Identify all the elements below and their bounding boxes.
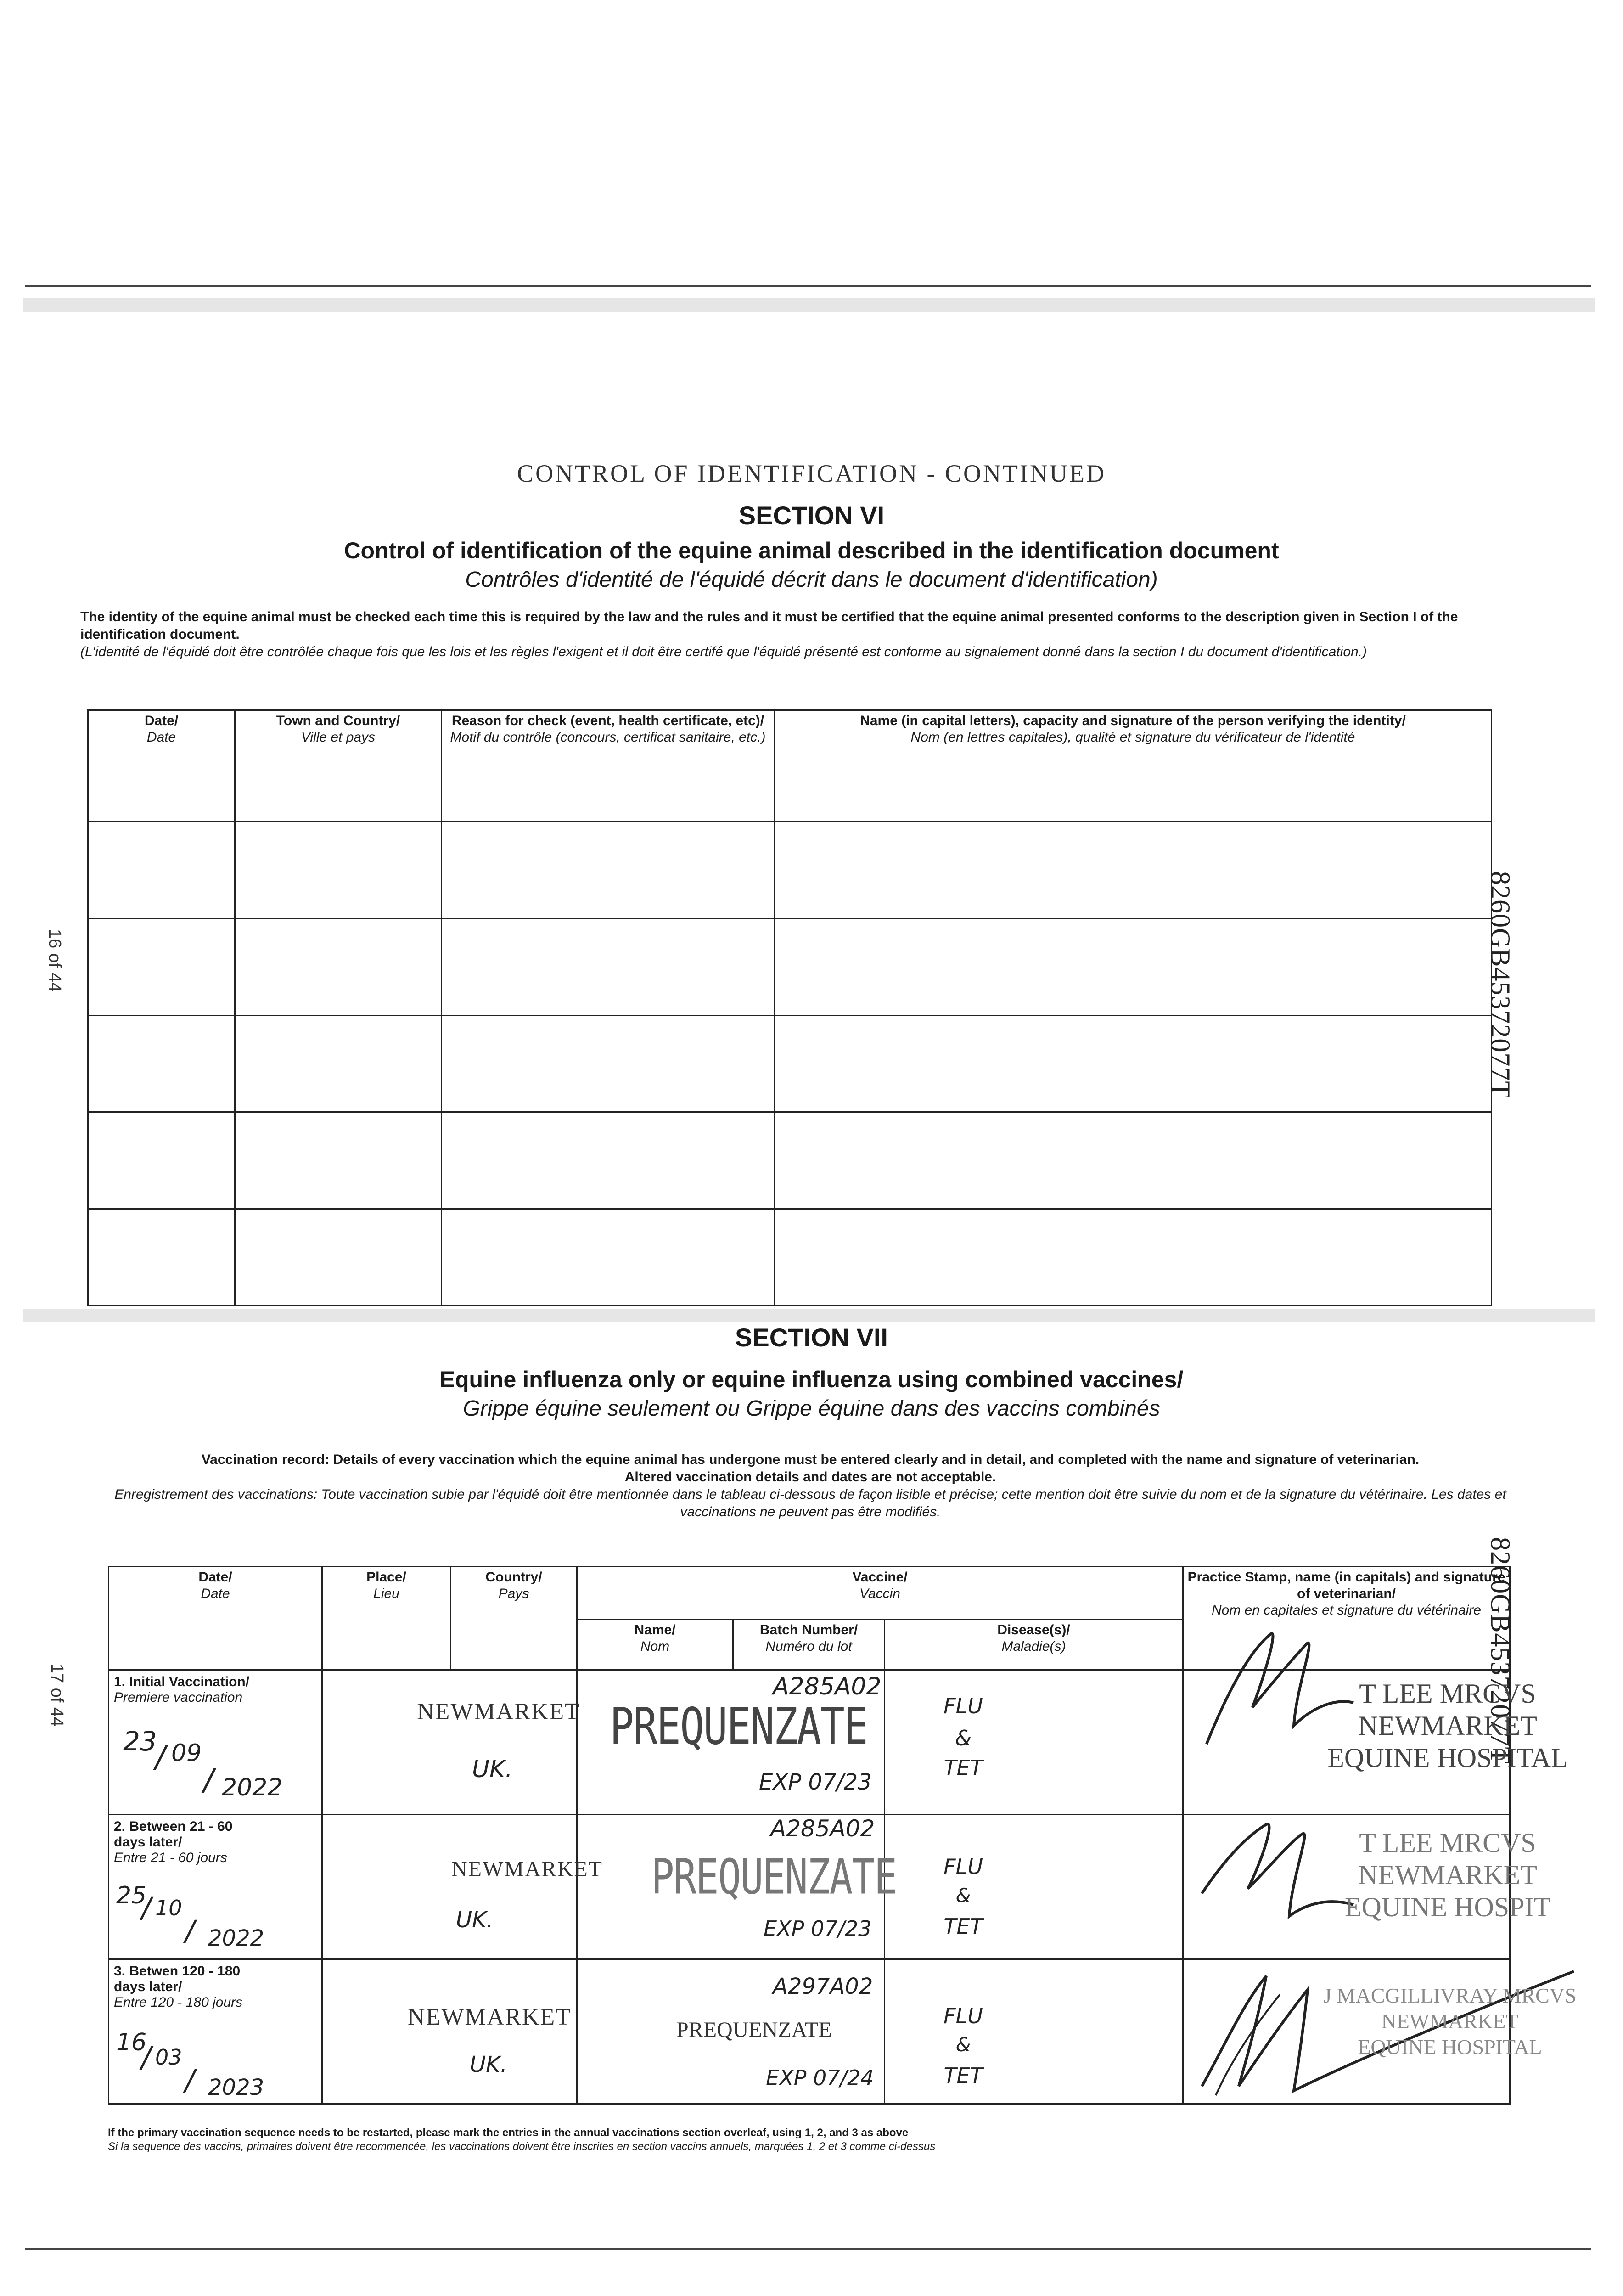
header-batch-number: Batch Number/ Numéro du lot (733, 1620, 885, 1670)
section-vi-intro (80, 608, 1485, 661)
vaccine-name-stamp: PREQUENZATE (651, 1848, 897, 1905)
check-cell[interactable] (775, 1015, 1492, 1112)
row-label: 1. Initial Vaccination/ Premiere vaccination (114, 1674, 250, 1705)
row-label: 3. Betwen 120 - 180 days later/ Entre 120 - 180 jours (114, 1964, 243, 2010)
handwritten-country: UK. (456, 1907, 494, 1933)
disease-flu: FLU (943, 1694, 983, 1718)
section-vii-subtitle-en: Equine influenza only or equine influenza using combined vaccines/ (439, 1367, 1184, 1392)
handwritten-month: 10 (155, 1896, 182, 1920)
footnote (108, 2126, 935, 2154)
disease-cell[interactable] (885, 1670, 1183, 1815)
page-number-lower: 17 of 44 (47, 1663, 67, 1727)
handwritten-day: 25 (116, 1882, 147, 1909)
handwritten-year: 2023 (208, 2075, 264, 2100)
expiry-date: EXP 07/23 (764, 1916, 872, 1941)
handwritten-day: 16 (116, 2029, 147, 2056)
expiry-date: EXP 07/24 (766, 2065, 874, 2090)
section-vi-subtitle-fr: Contrôles d'identité de l'équidé décrit dans le document d'identification) (465, 568, 1158, 592)
vet-stamp-1: T LEE MRCVS NEWMARKET EQUINE HOSPITAL (1327, 1678, 1568, 1773)
vet-stamp-3: J MACGILLIVRAY MRCVS NEWMARKET EQUINE HOSPITAL (1323, 1984, 1577, 2059)
place-country-cell[interactable] (322, 1670, 580, 1815)
check-cell[interactable] (88, 918, 235, 1015)
date-slash: / (155, 1739, 166, 1775)
date-slash: / (203, 1762, 214, 1798)
handwritten-year: 2022 (208, 1925, 264, 1951)
vacc-date-cell[interactable] (109, 1815, 322, 1959)
header-place: Place/ Lieu (322, 1567, 451, 1670)
place-country-cell[interactable] (322, 1959, 577, 2104)
check-cell[interactable] (88, 822, 235, 919)
footnote-en: If the primary vaccination sequence needs to be restarted, please mark the entries in the annual vaccinations section overleaf, using 1, 2, and 3 as above (108, 2127, 909, 2139)
place-country-cell[interactable] (322, 1815, 603, 1959)
handwritten-month: 03 (155, 2045, 182, 2070)
vaccine-batch-cell[interactable] (577, 1815, 897, 1959)
check-cell[interactable] (235, 1112, 442, 1209)
check-cell[interactable] (442, 1209, 775, 1306)
place-stamp: NEWMARKET (408, 2004, 571, 2030)
row-label: 2. Between 21 - 60 days later/ Entre 21 - 60 jours (114, 1819, 233, 1865)
check-cell[interactable] (88, 1209, 235, 1306)
vaccine-name-stamp: PREQUENZATE (610, 1697, 867, 1756)
section-vi-intro-fr: (L'identité de l'équidé doit être contrôlée chaque fois que les lois et les règles l'exigent et il doit être certifé que l'équidé présenté est conforme au signalement donné dans la section I du document d'identification.) (80, 644, 1367, 659)
disease-cell[interactable] (885, 1815, 1183, 1959)
batch-number: A285A02 (770, 1815, 875, 1842)
top-gutter (23, 298, 1595, 312)
practice-stamp-cell[interactable] (1183, 1815, 1551, 1959)
date-slash: / (141, 2040, 151, 2074)
handwritten-day: 23 (123, 1726, 157, 1757)
header-practice-stamp: Practice Stamp, name (in capitals) and signature of veterinarian/ Nom en capitales et signature du vétérinaire (1183, 1567, 1510, 1670)
section-vii-subtitle-fr: Grippe équine seulement ou Grippe équine dans des vaccins combinés (463, 1396, 1160, 1421)
vacc-date-cell[interactable] (109, 1670, 322, 1815)
identity-check-table (87, 709, 1492, 1306)
check-cell[interactable] (235, 1015, 442, 1112)
batch-number: A297A02 (773, 1974, 873, 1999)
bottom-scan-edge (25, 2248, 1591, 2250)
section-vii-intro-fr: Enregistrement des vaccinations: Toute vaccination subie par l'équidé doit être mentionnée dans le tableau ci-dessous de façon lisible et précise; cette mention doit être suivie du nom et de la signature du vétérinaire. Les dates et vaccinations ne peuvent pas être modifiés. (114, 1487, 1506, 1519)
check-cell[interactable] (235, 822, 442, 919)
footnote-fr: Si la sequence des vaccins, primaires doivent être recommencée, les vaccinations doivent être inscrites en section vaccins annuels, marquées 1, 2 et 3 comme ci-dessus (108, 2140, 936, 2153)
check-cell[interactable] (442, 1015, 775, 1112)
check-cell[interactable] (442, 822, 775, 919)
disease-tet: TET (943, 1914, 983, 1939)
disease-and: & (955, 2033, 971, 2056)
disease-and: & (955, 1726, 972, 1750)
check-cell[interactable] (775, 1209, 1492, 1306)
section-vi-title: SECTION VI (738, 501, 885, 530)
date-slash: / (141, 1891, 151, 1925)
middle-fold (23, 1309, 1595, 1322)
handwritten-month: 09 (171, 1739, 202, 1767)
serial-number-lower: 8260GB453720​77T (1485, 1537, 1516, 1764)
vaccine-batch-cell[interactable] (577, 1670, 885, 1815)
handwritten-country: UK. (470, 2052, 507, 2077)
page-number-upper: 16 of 44 (45, 929, 65, 992)
section-banner: CONTROL OF IDENTIFICATION - CONTINUED (517, 460, 1106, 487)
disease-cell[interactable] (885, 1959, 1183, 2104)
vet-stamp-2: T LEE MRCVS NEWMARKET EQUINE HOSPIT (1344, 1828, 1551, 1922)
vaccine-batch-cell[interactable] (577, 1959, 885, 2104)
header-town-country: Town and Country/ Ville et pays (235, 710, 442, 822)
batch-number: A285A02 (773, 1673, 882, 1700)
handwritten-year: 2022 (222, 1774, 283, 1801)
disease-flu: FLU (943, 1854, 983, 1879)
header-vaccine-name: Name/ Nom (577, 1620, 733, 1670)
section-vii-intro (112, 1451, 1508, 1521)
date-slash: / (185, 2063, 195, 2097)
top-scan-edge (25, 285, 1591, 287)
header-reason: Reason for check (event, health certificate, etc)/ Motif du contrôle (concours, certificat sanitaire, etc.) (442, 710, 775, 822)
header-country: Country/ Pays (451, 1567, 577, 1670)
section-vii-intro-en1: Vaccination record: Details of every vaccination which the equine animal has undergone must be entered clearly and in detail, and completed with the name and signature of veterinarian. (201, 1452, 1420, 1467)
check-cell[interactable] (442, 1112, 775, 1209)
header-verifier: Name (in capital letters), capacity and signature of the person verifying the identity/ Nom (en lettres capitales), qualité et signature du vérificateur de l'identité (775, 710, 1492, 822)
header-disease: Disease(s)/ Maladie(s) (885, 1620, 1183, 1670)
place-stamp: NEWMARKET (451, 1857, 603, 1881)
place-stamp: NEWMARKET (417, 1699, 580, 1725)
vaccine-name-stamp: PREQUENZATE (676, 2018, 832, 2042)
practice-stamp-cell[interactable] (1183, 1959, 1577, 2104)
section-vi-subtitle-en: Control of identification of the equine animal described in the identification document (344, 538, 1279, 563)
check-cell[interactable] (775, 1112, 1492, 1209)
check-cell[interactable] (88, 1112, 235, 1209)
serial-number-upper: 8260GB453720​77T (1485, 871, 1516, 1098)
vacc-date-cell[interactable] (109, 1959, 322, 2104)
header-date: Date/ Date (88, 710, 235, 822)
check-cell[interactable] (235, 1209, 442, 1306)
check-cell[interactable] (88, 1015, 235, 1112)
disease-tet: TET (943, 1756, 983, 1780)
check-cell[interactable] (442, 918, 775, 1015)
disease-tet: TET (943, 2063, 983, 2088)
check-cell[interactable] (775, 918, 1492, 1015)
vaccination-row-3 (109, 1959, 1510, 2104)
section-vii-title: SECTION VII (735, 1323, 888, 1352)
header-vacc-date: Date/ Date (109, 1567, 322, 1670)
section-vi-intro-en: The identity of the equine animal must be checked each time this is required by the law and the rules and it must be certified that the equine animal presented conforms to the description given in Section I of the identification document. (80, 609, 1458, 642)
vaccination-row-1 (109, 1670, 1510, 1815)
date-slash: / (185, 1914, 195, 1947)
vaccination-table (108, 1566, 1577, 2105)
vaccination-row-2 (109, 1815, 1510, 1959)
disease-and: & (955, 1884, 971, 1907)
expiry-date: EXP 07/23 (759, 1769, 872, 1795)
practice-stamp-cell[interactable] (1183, 1670, 1568, 1815)
disease-flu: FLU (943, 2003, 983, 2028)
check-cell[interactable] (775, 822, 1492, 919)
handwritten-country: UK. (472, 1756, 513, 1783)
section-vii-intro-en2: Altered vaccination details and dates are not acceptable. (624, 1469, 996, 1485)
header-vaccine: Vaccine/ Vaccin (577, 1567, 1183, 1620)
check-cell[interactable] (235, 918, 442, 1015)
